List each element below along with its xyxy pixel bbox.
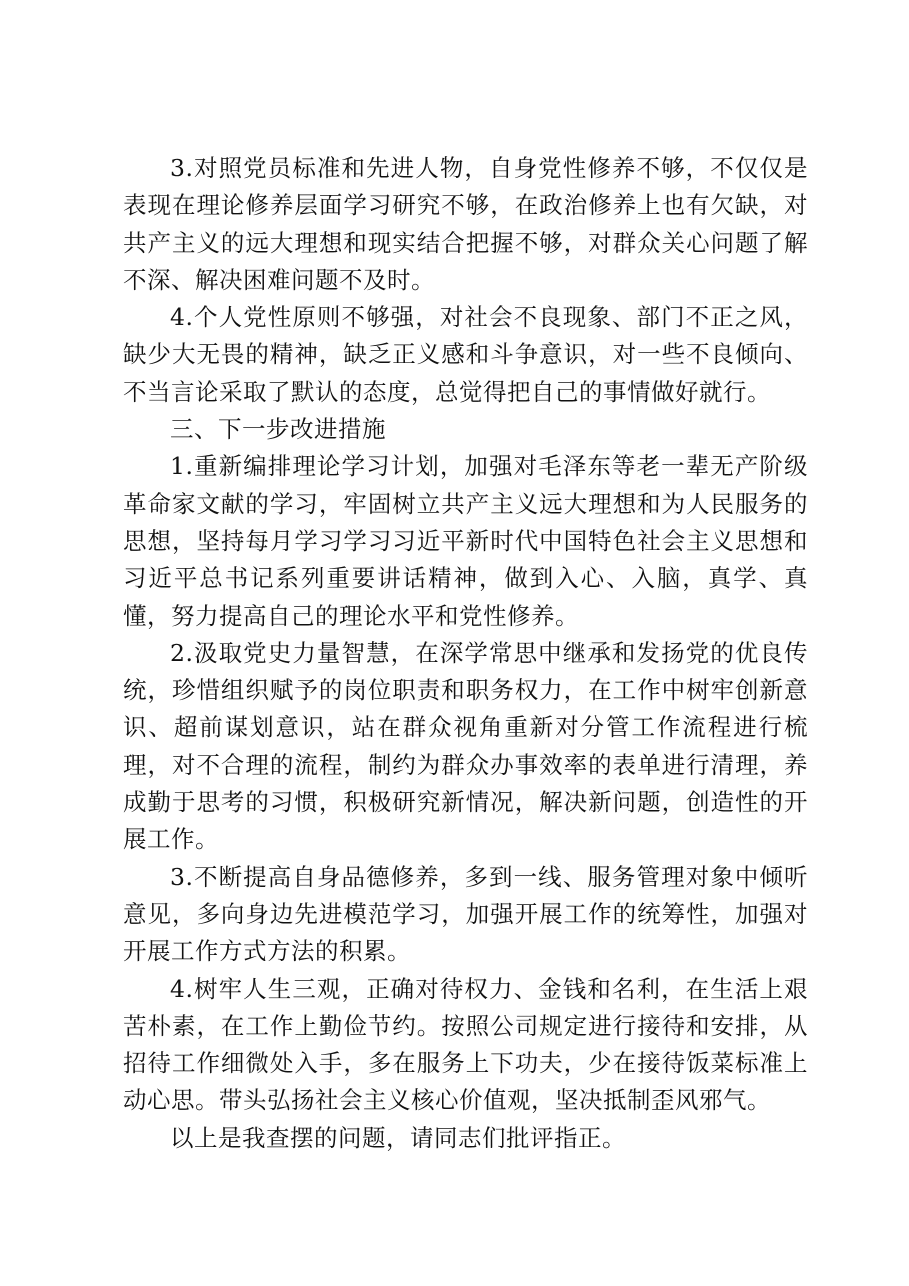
closing-paragraph: 以上是我查摆的问题，请同志们批评指正。 <box>170 1123 626 1152</box>
problem-paragraph-3: 3.对照党员标准和先进人物，自身党性修养不够，不仅仅是表现在理论修养层面学习研究不够，在政治修养上也有欠缺，对共产主义的远大理想和现实结合把握不够，对群众关心问题了解不深、解决困难问题不及时。 <box>123 154 808 294</box>
section-heading: 三、下一步改进措施 <box>170 415 386 444</box>
measure-paragraph-4: 4.树牢人生三观，正确对待权力、金钱和名利，在生活上艰苦朴素，在工作上勤俭节约。按照公司规定进行接待和安排，从招待工作细微处入手，多在服务上下功夫，少在接待饭菜标准上动心思。带头弘扬社会主义核心价值观，坚决抵制歪风邪气。 <box>123 974 808 1115</box>
problem-paragraph-4: 4.个人党性原则不够强，对社会不良现象、部门不正之风，缺少大无畏的精神，缺乏正义感和斗争意识，对一些不良倾向、不当言论采取了默认的态度，总觉得把自己的事情做好就行。 <box>123 303 808 406</box>
measure-paragraph-1: 1.重新编排理论学习计划，加强对毛泽东等老一辈无产阶级革命家文献的学习，牢固树立共产主义远大理想和为人民服务的思想，坚持每月学习学习习近平新时代中国特色社会主义思想和习近平总书记系列重要讲话精神，做到入心、入脑，真学、真懂，努力提高自己的理论水平和党性修养。 <box>123 452 808 630</box>
measure-paragraph-2: 2.汲取党史力量智慧，在深学常思中继承和发扬党的优良传统，珍惜组织赋予的岗位职责和职务权力，在工作中树牢创新意识、超前谋划意识，站在群众视角重新对分管工作流程进行梳理，对不合理的流程，制约为群众办事效率的表单进行清理，养成勤于思考的习惯，积极研究新情况，解决新问题，创造性的开展工作。 <box>123 638 808 854</box>
document-body <box>123 150 808 1157</box>
measure-paragraph-3: 3.不断提高自身品德修养，多到一线、服务管理对象中倾听意见，多向身边先进模范学习，加强开展工作的统筹性，加强对开展工作方式方法的积累。 <box>123 862 808 966</box>
